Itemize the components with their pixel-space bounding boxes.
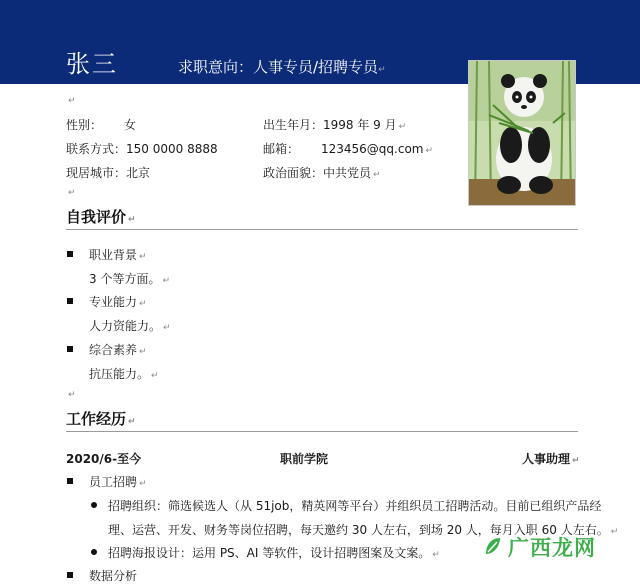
bullet-dot — [91, 549, 97, 555]
gender-label: 性别： — [66, 118, 103, 132]
phone-value: 150 0000 8888 — [126, 142, 218, 156]
list-item: 专业能力 ↵ — [89, 295, 147, 309]
bullet-square — [67, 251, 73, 257]
paragraph-mark: ↵ — [572, 456, 580, 466]
list-item-detail: 抗压能力。 ↵ — [89, 367, 159, 381]
self-eval-title: 自我评价 ↵ — [66, 208, 136, 226]
gender-value: 女 — [124, 118, 137, 132]
email-label: 邮箱： — [263, 142, 300, 156]
city-value: 北京 — [126, 166, 151, 180]
paragraph-mark: ↵ — [139, 252, 147, 262]
paragraph-mark: ↵ — [128, 215, 136, 225]
paragraph-mark: ↵ — [373, 170, 381, 180]
city-label: 现居城市： — [66, 166, 127, 180]
email-row — [263, 140, 433, 157]
bullet-square — [67, 478, 73, 484]
birth-row — [263, 116, 406, 133]
phone-row — [66, 140, 218, 157]
political-label: 政治面貌： — [263, 166, 324, 180]
paragraph-mark: ↵ — [162, 276, 170, 286]
birth-label: 出生年月： — [263, 118, 324, 132]
bullet-dot — [91, 502, 97, 508]
paragraph-mark: ↵ — [139, 347, 147, 357]
section-divider — [66, 229, 578, 230]
blank-paragraph: ↵ — [68, 390, 76, 400]
paragraph-mark: ↵ — [151, 371, 159, 381]
duty-bullet-line: 招聘海报设计：运用 PS、AI 等软件，设计招聘图案及文案。 ↵ — [108, 546, 440, 560]
leaf-logo-icon — [484, 536, 502, 556]
list-item: 综合素养 ↵ — [89, 343, 147, 357]
profile-photo — [468, 60, 576, 206]
birth-value: 1998 年 9 月 — [323, 118, 397, 132]
bullet-square — [67, 346, 73, 352]
paragraph-mark: ↵ — [378, 65, 386, 75]
email-value[interactable]: 123456@qq.com — [321, 142, 424, 156]
job-intent-text: 求职意向：人事专员/招聘专员 — [178, 58, 379, 76]
paragraph-mark: ↵ — [139, 479, 147, 489]
blank-paragraph: ↵ — [68, 188, 76, 198]
bullet-square — [67, 572, 73, 578]
paragraph-mark: ↵ — [432, 550, 440, 560]
work-company: 职前学院 — [280, 452, 329, 466]
job-intent — [178, 56, 386, 77]
section-divider — [66, 431, 578, 432]
list-item-detail: 3 个等方面。 ↵ — [89, 272, 170, 286]
watermark-text: 广西龙网 — [508, 536, 596, 560]
blank-paragraph: ↵ — [68, 96, 76, 106]
paragraph-mark: ↵ — [398, 122, 407, 132]
political-row — [263, 164, 381, 181]
list-item: 职业背景 ↵ — [89, 248, 147, 262]
work-position: 人事助理 ↵ — [522, 452, 580, 466]
phone-label: 联系方式： — [66, 142, 127, 156]
work-period: 2020/6-至今 — [66, 452, 142, 466]
duty-bullet-line: 理、运营、开发、财务等岗位招聘，每天邀约 30 人左右，到场 20 人，每月入职 60 人左右。 ↵ — [108, 523, 619, 537]
paragraph-mark: ↵ — [610, 527, 619, 537]
paragraph-mark: ↵ — [128, 417, 136, 427]
paragraph-mark: ↵ — [425, 146, 434, 156]
bullet-square — [67, 298, 73, 304]
work-title: 工作经历 ↵ — [66, 410, 136, 428]
city-row — [66, 164, 150, 181]
list-item-detail: 人力资能力。 ↵ — [89, 319, 171, 333]
duty-bullet-line: 招聘组织：筛选候选人（从 51job，精英网等平台）并组织员工招聘活动。目前已组织产品经 — [108, 499, 602, 513]
candidate-name: 张三 — [66, 50, 118, 78]
duty-heading: 数据分析 — [89, 569, 138, 583]
gender-row — [66, 116, 136, 133]
duty-heading: 员工招聘 ↵ — [89, 475, 147, 489]
paragraph-mark: ↵ — [163, 323, 171, 333]
paragraph-mark: ↵ — [139, 299, 147, 309]
panda-illustration — [469, 61, 575, 205]
political-value: 中共党员 — [323, 166, 372, 180]
